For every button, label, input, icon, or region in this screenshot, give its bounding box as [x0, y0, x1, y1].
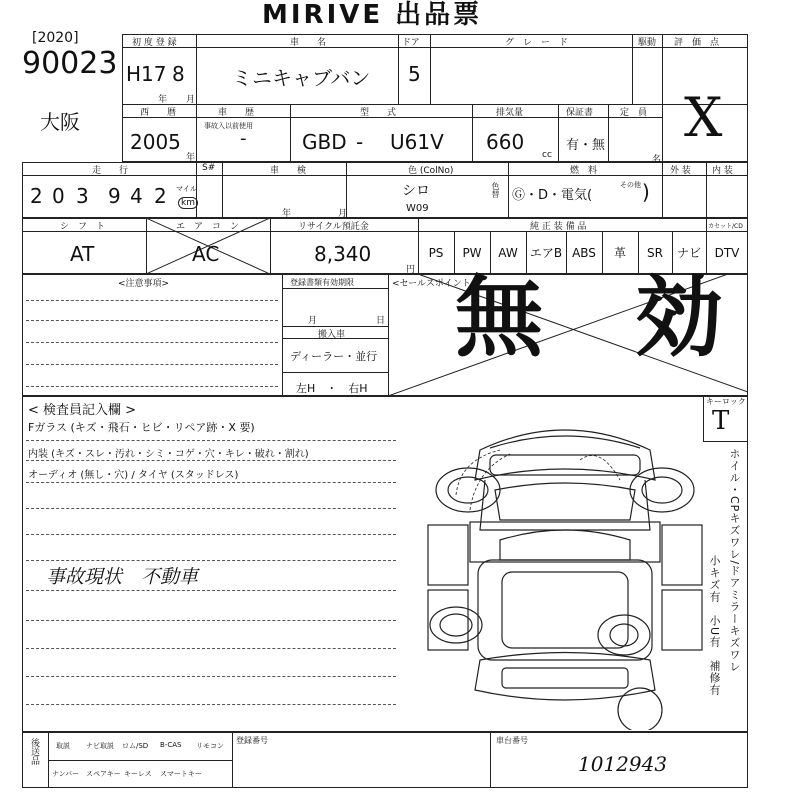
label-doors: ドア [402, 38, 420, 48]
mileage-digit-3: 3 [76, 184, 89, 208]
history-mark: - [240, 128, 247, 149]
region: 大阪 [40, 110, 80, 134]
shift-value: AT [70, 242, 95, 266]
recycle-unit: 円 [406, 265, 416, 275]
equip-sr: SR [647, 246, 663, 260]
km-label: km [178, 197, 198, 209]
car-name-value: ミニキャブバン [232, 66, 371, 90]
later-part-smart-key: スマートキー [160, 770, 202, 778]
label-mileage: 走 行 [92, 166, 129, 176]
label-notes: <注意事項> [118, 279, 170, 289]
mileage-digit-6: 2 [154, 184, 167, 208]
label-capacity: 定 員 [620, 108, 648, 118]
later-part-navi-manual: ナビ取説 [86, 742, 114, 750]
inspection-month-unit: 月 [338, 209, 348, 219]
year-unit: 年 [186, 153, 196, 163]
later-part-manual: 取説 [56, 742, 70, 750]
year-value: 2005 [130, 130, 181, 154]
inspector-line-1: Fガラス (キズ・飛石・ヒビ・リペア跡・X 要) [28, 421, 255, 434]
label-interior: 内 装 [712, 166, 733, 176]
first-reg-month: 8 [172, 62, 185, 86]
later-part-remote: リモコン [196, 742, 224, 750]
aircon-value: AC [192, 242, 220, 266]
label-equipment: 純 正 装 備 品 [530, 222, 587, 232]
label-score: 評 価 点 [674, 38, 720, 48]
label-displacement: 排気量 [496, 108, 524, 118]
model-prefix: GBD [302, 130, 347, 154]
handwritten-note: 事故現状 不動車 [46, 566, 199, 588]
label-mileage-unit: S# [202, 163, 216, 173]
label-color: 色 (ColNo) [408, 166, 454, 176]
car-diagram [420, 410, 710, 730]
later-part-plate: ナンバー [52, 770, 80, 778]
year-tag: [2020] [32, 30, 79, 46]
label-year: 西 暦 [140, 108, 177, 118]
label-cassette: カセット/CD [708, 223, 743, 230]
color-value: シロ [402, 183, 430, 199]
label-shift: シ フ ト [60, 222, 106, 232]
fuel-other: その他 [620, 181, 641, 189]
label-chassis-number: 車台番号 [496, 736, 528, 745]
label-model: 型 式 [360, 108, 397, 118]
displacement-unit: cc [542, 150, 552, 160]
steering-options: 左H ・ 右H [296, 382, 368, 395]
first-reg-month-unit: 月 [186, 95, 196, 105]
doors-value: 5 [408, 62, 421, 86]
label-aircon: エ ア コ ン [176, 222, 240, 232]
label-history: 車 歴 [218, 108, 255, 118]
later-part-keyless: キーレス [124, 770, 152, 778]
score-value: X [684, 86, 723, 149]
inspection-year-unit: 年 [282, 209, 292, 219]
label-reg-number: 登録番号 [236, 736, 268, 745]
equip-aw: AW [498, 246, 518, 260]
label-sales-point: <セールスポイント> [392, 279, 479, 289]
equip-airbag: エアB [529, 246, 563, 260]
mileage-digit-1: 2 [30, 184, 43, 208]
later-part-rom-sd: ロム/SD [122, 742, 149, 750]
later-part-spare-key: スペアキー [86, 770, 121, 778]
label-first-reg: 初 度 登 録 [132, 38, 177, 48]
label-reg-deadline: 登録書類有効期限 [290, 278, 354, 287]
mileage-digit-5: 4 [130, 184, 143, 208]
reg-deadline-day: 日 [376, 316, 386, 326]
document-title: MIRIVE 出品票 [262, 0, 483, 30]
warranty-value: 有・無 [566, 138, 606, 153]
mile-label: マイル [176, 185, 197, 193]
label-grade: グ レ ー ド [505, 38, 569, 48]
label-drive: 駆動 [638, 38, 657, 48]
arrival-options: ディーラー・並行 [290, 350, 378, 363]
mileage-digit-2: 0 [52, 184, 65, 208]
equip-dtv: DTV [714, 246, 740, 260]
color-no: W09 [406, 203, 429, 214]
equip-ps: PS [428, 246, 444, 260]
label-arrival: 搬入車 [318, 330, 346, 340]
label-inspector: < 検査員記入欄 > [28, 403, 137, 418]
chassis-number-value: 1012943 [578, 752, 668, 776]
label-inspection: 車 検 [270, 166, 307, 176]
color-change-label: 色替 [491, 182, 500, 198]
model-dash: - [356, 130, 364, 154]
fuel-close: ) [642, 180, 650, 204]
invalid-stamp: 無 効 [455, 265, 726, 369]
inspector-line-2: 内装 (キズ・スレ・汚れ・シミ・コゲ・穴・キレ・破れ・割れ) [28, 449, 309, 460]
recycle-value: 8,340 [314, 242, 372, 266]
displacement-value: 660 [486, 130, 525, 154]
equip-leather: 革 [613, 246, 626, 260]
label-car-name: 車 名 [290, 38, 327, 48]
equip-pw: PW [462, 246, 482, 260]
legend-vertical-1: ホイル・CPキズワレ/ドアミラーキズワレ [728, 448, 741, 674]
key-lock-value: T [712, 406, 730, 436]
reg-deadline-month: 月 [308, 316, 318, 326]
later-part-bcas: B-CAS [160, 741, 182, 749]
legend-vertical-2: 小キズ有 小U有 補修有 [708, 555, 721, 697]
first-reg-year-unit: 年 [158, 95, 168, 105]
equip-abs: ABS [572, 246, 596, 260]
inspector-line-3: オーディオ (無し・穴) / タイヤ (スタッドレス) [28, 470, 239, 481]
first-reg-era: H17 [126, 62, 167, 86]
label-history-sub: 事故入以前使用 [204, 122, 253, 130]
fuel-value: Ⓖ・D・電気( [512, 188, 593, 203]
label-later-parts: 後送品 [29, 738, 39, 765]
capacity-unit: 名 [652, 155, 662, 165]
label-recycle: リサイクル預託金 [298, 222, 369, 232]
label-fuel: 燃 料 [570, 166, 598, 176]
lot-number: 90023 [22, 46, 118, 81]
label-key-lock: キーロック [706, 397, 746, 406]
label-exterior: 外 装 [670, 166, 691, 176]
model-code: U61V [390, 130, 444, 154]
label-warranty: 保証書 [566, 108, 594, 118]
equip-navi: ナビ [676, 246, 701, 260]
mileage-digit-4: 9 [108, 184, 121, 208]
